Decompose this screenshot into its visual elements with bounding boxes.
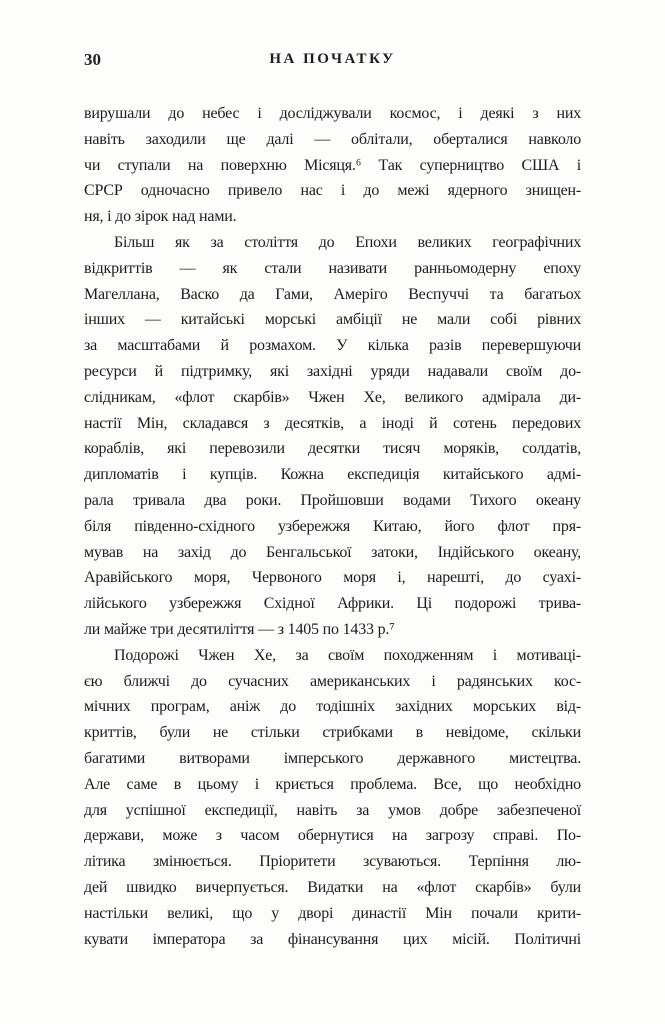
text-line: мічних програм, аніж до тодішніх західних морських від- <box>84 698 581 716</box>
text-block <box>84 101 581 952</box>
text-line: Більш як за століття до Епохи великих географічних <box>114 233 581 251</box>
text-line: Подорожі Чжен Хе, за своїм походженням і мотиваці- <box>114 646 581 664</box>
text-line: Магеллана, Васко да Гами, Амеріго Веспуччі та багатьох <box>84 285 581 303</box>
paragraph <box>84 643 581 953</box>
text-line: кораблів, які перевозили десятки тисяч моряків, солдатів, <box>84 440 581 458</box>
text-line: ресурси й підтримку, які західні уряди надавали своїм до- <box>84 362 581 380</box>
text-line: ли майже три десятиліття — з 1405 по 1433 р.⁷ <box>84 620 395 638</box>
text-line: навіть заходили ще далі — облітали, оберталися навколо <box>84 130 581 148</box>
paragraph <box>84 230 581 643</box>
text-line: лійського узбережжя Східної Африки. Ці подорожі трива- <box>84 595 581 613</box>
text-line: криттів, були не стільки стрибками в невідоме, скільки <box>84 724 581 742</box>
running-head: НА ПОЧАТКУ <box>269 51 396 67</box>
text-line: Але саме в цьому і криється проблема. Все, що необхідно <box>84 775 581 793</box>
paragraph <box>84 101 581 230</box>
text-line: біля південно-східного узбережжя Китаю, його флот пря- <box>84 517 581 535</box>
text-line: держави, може з часом обернутися на загрозу справі. По- <box>84 827 581 845</box>
text-line: дей швидко вичерпується. Видатки на «флот скарбів» були <box>84 878 581 896</box>
text-line: для успішної експедиції, навіть за умов добре забезпеченої <box>84 801 581 819</box>
page-number: 30 <box>84 50 101 69</box>
text-line: за масштабами й розмахом. У кілька разів перевершуючи <box>84 337 581 355</box>
text-line: вирушали до небес і досліджували космос, і деякі з них <box>84 105 581 122</box>
text-line: дипломатів і купців. Кожна експедиція китайського адмі- <box>84 466 581 484</box>
text-line: рала тривала два роки. Пройшовши водами Тихого океану <box>84 491 581 509</box>
text-line: слідникам, «флот скарбів» Чжен Хе, великого адмірала ди- <box>84 388 581 406</box>
text-line: настільки великі, що у дворі династії Мін почали крити- <box>84 904 581 922</box>
text-line: мував на захід до Бенгальської затоки, Індійського океану, <box>84 543 581 561</box>
text-line: літика змінюється. Пріоритети зсуваються. Терпіння лю- <box>84 853 581 871</box>
text-line: відкриттів — як стали називати ранньомодерну епоху <box>84 259 581 277</box>
text-line: інших — китайські морські амбіції не мали собі рівних <box>84 311 581 329</box>
text-line: настії Мін, складався з десятків, а іноді й сотень передових <box>84 414 581 432</box>
text-line: багатими витворами імперського державного мистецтва. <box>84 749 581 767</box>
text-line: єю ближчі до сучасних американських і радянських кос- <box>84 672 581 690</box>
text-line: кувати імператора за фінансування цих місій. Політичні <box>84 930 581 948</box>
text-line: Аравійського моря, Червоного моря і, нарешті, до суахі- <box>84 569 581 587</box>
text-line: чи ступали на поверхню Місяця.⁶ Так суперництво США і <box>84 156 581 174</box>
page-header <box>84 50 581 74</box>
text-line: СРСР одночасно привело нас і до межі ядерного знищен- <box>84 182 581 200</box>
text-line: ня, і до зірок над нами. <box>84 208 237 226</box>
